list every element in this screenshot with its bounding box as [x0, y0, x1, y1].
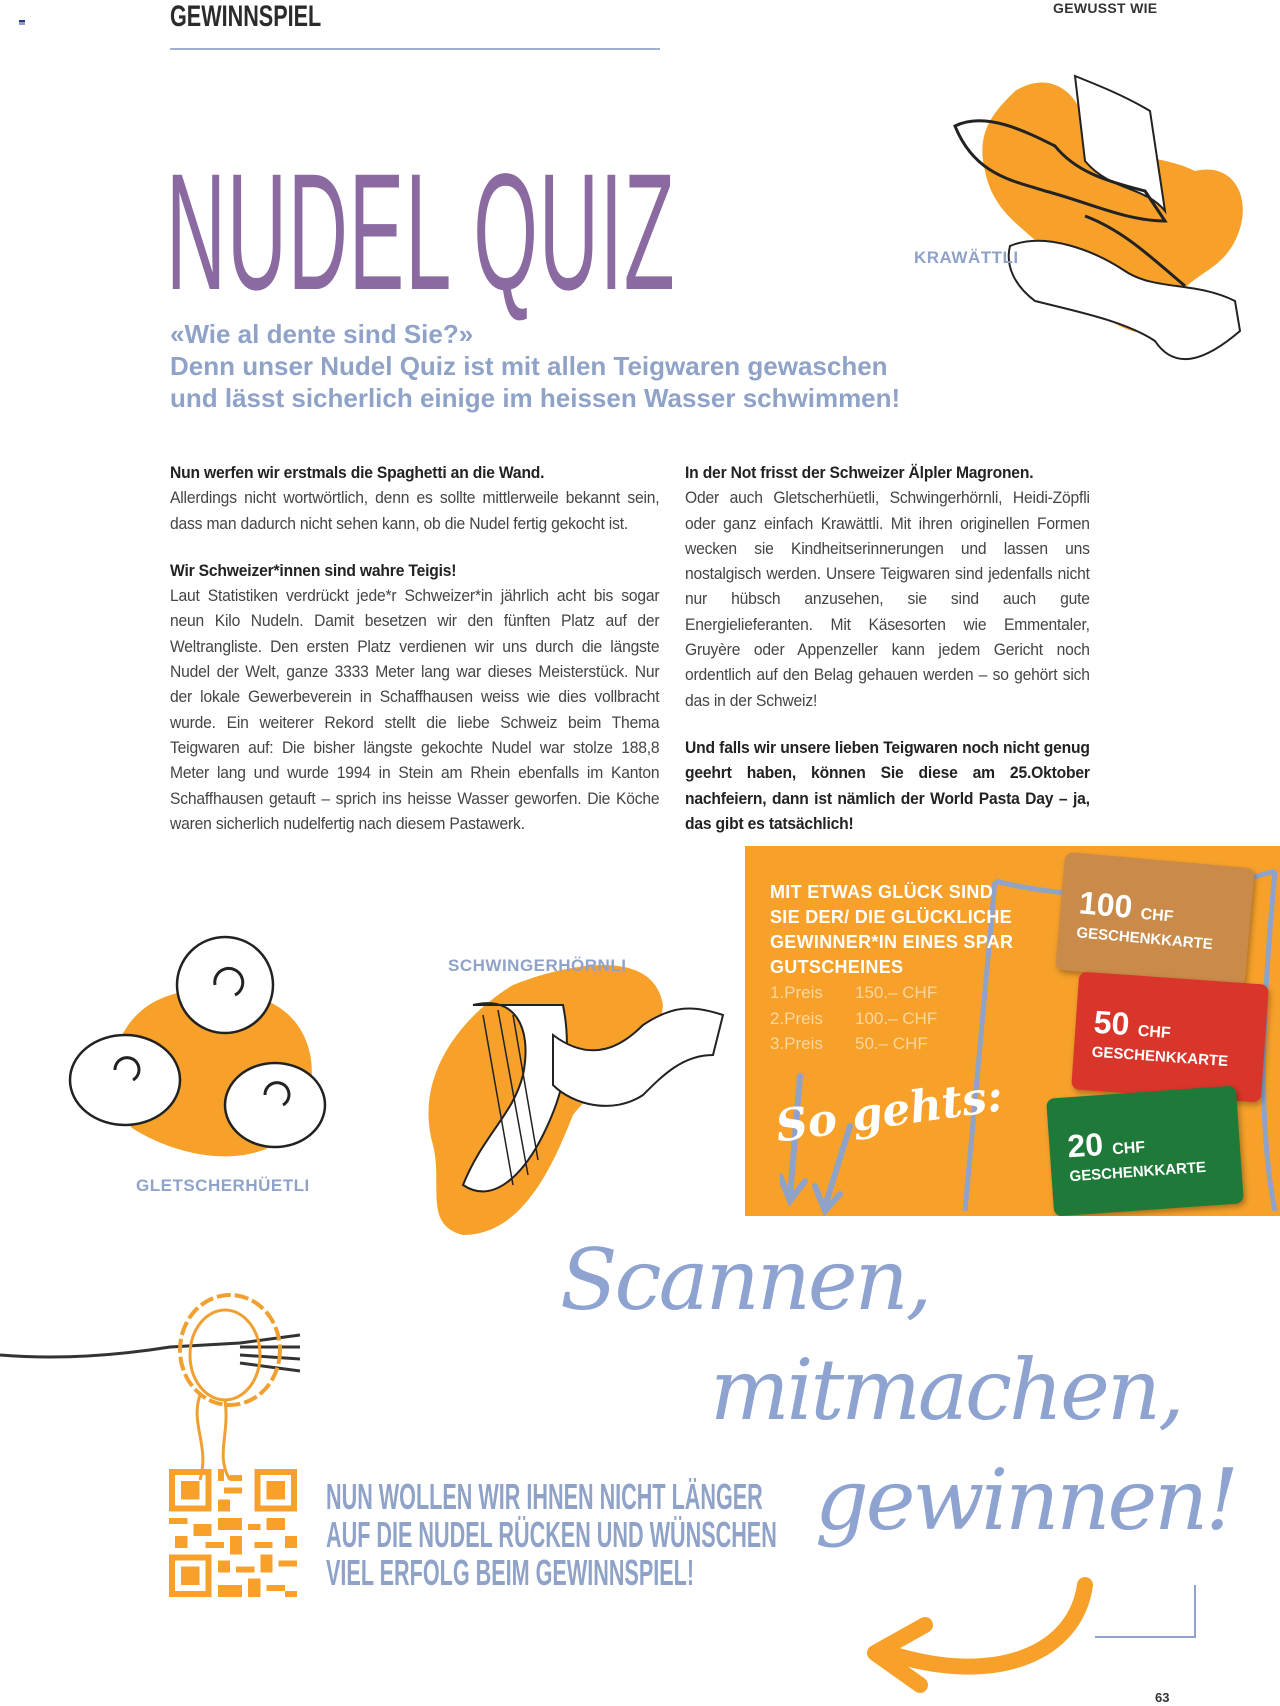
card-amount: 20 CHF — [1066, 1125, 1146, 1165]
section-kicker: GEWUSST WIE — [1053, 0, 1158, 16]
prize-value: 100.– CHF — [855, 1008, 938, 1028]
card-amount: 50 CHF — [1092, 1003, 1172, 1043]
page-title-text: NUDEL QUIZ — [166, 140, 676, 325]
prize-rank: 2.Preis — [770, 1008, 823, 1028]
slogan-line: mitmachen, — [710, 1341, 1182, 1439]
gift-card-20 — [1046, 1086, 1244, 1216]
paragraph-heading: Nun werfen wir erstmals die Spaghetti an die Wand. — [170, 463, 545, 482]
prize-box — [745, 846, 1280, 1216]
closing-line: AUF DIE NUDEL RÜCKEN UND WÜNSCHEN — [326, 1514, 777, 1555]
section-title-text: GEWINNSPIEL — [170, 0, 322, 33]
lead-text — [170, 318, 990, 414]
prize-value: 50.– CHF — [855, 1034, 928, 1053]
fork-spaghetti-illustration — [0, 1285, 310, 1485]
closing-paragraph: Und falls wir unsere lieben Teigwaren noch nicht genug geehrt haben, können Sie diese am 25.Oktober nachfeiern, dann ist nämlich der World Pasta Day – ja, das gibt es tatsächlich! — [685, 737, 1090, 833]
prize-row — [770, 1031, 937, 1057]
gletscherhueetli-illustration — [65, 930, 355, 1170]
prize-value: 150.– CHF — [855, 983, 938, 1002]
prize-list — [770, 980, 937, 1057]
prize-heading — [770, 880, 1013, 980]
card-label: GESCHENKKARTE — [1069, 1158, 1207, 1186]
so-gehts-label: So gehts: — [772, 1070, 1006, 1153]
gift-card-50 — [1071, 972, 1269, 1103]
schwingerhoernli-illustration — [403, 945, 728, 1245]
flag-icon — [19, 20, 25, 27]
paragraph-heading: In der Not frisst der Schweizer Älpler Magronen. — [685, 463, 1034, 482]
scan-slogan — [560, 1225, 1280, 1585]
closing-line: VIEL ERFOLG BEIM GEWINNSPIEL! — [326, 1552, 695, 1593]
prize-row — [770, 1006, 937, 1032]
header-rule — [170, 48, 660, 50]
lead-line: und lässt sicherlich einige im heissen Wasser schwimmen! — [170, 383, 901, 413]
prize-heading-line: MIT ETWAS GLÜCK SIND — [770, 882, 993, 902]
gift-card-100 — [1055, 852, 1255, 986]
paragraph-heading: Wir Schweizer*innen sind wahre Teigis! — [170, 560, 457, 580]
slogan-line: gewinnen! — [815, 1451, 1237, 1549]
card-amount: 100 CHF — [1077, 884, 1175, 926]
card-label: GESCHENKKARTE — [1091, 1043, 1229, 1071]
schwingerhoernli-label: SCHWINGERHÖRNLI — [448, 956, 627, 975]
closing-line: NUN WOLLEN WIR IHNEN NICHT LÄNGER — [326, 1476, 763, 1517]
prize-rank: 1.Preis — [770, 983, 823, 1002]
section-title — [170, 0, 380, 34]
krawaettli-label: KRAWÄTTLI — [914, 248, 1019, 267]
paragraph-text: Allerdings nicht wortwörtlich, denn es sollte mittlerweile bekannt sein, dass man dadurch nicht sehen kann, ob die Nudel fertig gekocht ist. — [170, 488, 660, 533]
prize-heading-line: SIE DER/ DIE GLÜCKLICHE — [770, 907, 1012, 927]
prize-heading-line: GUTSCHEINES — [770, 957, 904, 977]
paragraph-text: Oder auch Gletscherhüetli, Schwingerhörnli, Heidi-Zöpfli oder ganz einfach Krawättli. Mit ihren originellen Formen wecken sie Kindheitserinnerungen und lassen uns nostalgisch werden. Unsere Teigwaren sind jedenfalls nicht nur hübsch anzusehen, sie sind auch gute Energielieferanten. Mit Käsesorten wie Emmentaler, Gruyère oder Appenzeller kann jedem Gericht noch ordentlich auf den Belag gehauen werden – so gehört sich das in der Schweiz! — [685, 488, 1090, 710]
card-label: GESCHENKKARTE — [1075, 924, 1214, 954]
gletscherhueetli-label: GLETSCHERHÜETLI — [136, 1176, 310, 1195]
prize-row — [770, 980, 937, 1006]
prize-heading-line: GEWINNER*IN EINES SPAR — [770, 932, 1014, 952]
slogan-line: Scannen, — [560, 1231, 930, 1329]
lead-line: Denn unser Nudel Quiz ist mit allen Teigwaren gewaschen — [170, 351, 888, 381]
qr-code[interactable] — [169, 1469, 297, 1597]
paragraph-text: Laut Statistiken verdrückt jede*r Schweizer*in jährlich acht bis sogar neun Kilo Nudeln. Damit besetzen wir den fünften Platz auf der Weltrangliste. Den ersten Platz verdienen wir uns durch die längste Nudel der Welt, ganze 3333 Meter lang war dieses Meisterstück. Nur der lokale Gewerbeverein in Schaffhausen weiss wie dies vollbracht wurde. Ein weiterer Rekord stellt die liebe Schweiz beim Thema Teigwaren auf: Die bisher längste gekochte Nudel war stolze 188,8 Meter lang und wurde 1994 in Stein am Rhein ebenfalls im Kanton Schaffhausen getauft – sprich ins heisse Wasser geworfen. Die Köche waren sicherlich nudelfertig nach diesem Pastawerk. — [170, 586, 660, 833]
right-column — [685, 460, 1090, 836]
left-column — [170, 460, 659, 858]
lead-line: «Wie al dente sind Sie?» — [170, 319, 474, 349]
krawaettli-illustration — [935, 71, 1280, 391]
prize-rank: 3.Preis — [770, 1034, 823, 1053]
curved-arrow-icon — [855, 1575, 1205, 1700]
page-number: 63 — [1155, 1690, 1170, 1705]
